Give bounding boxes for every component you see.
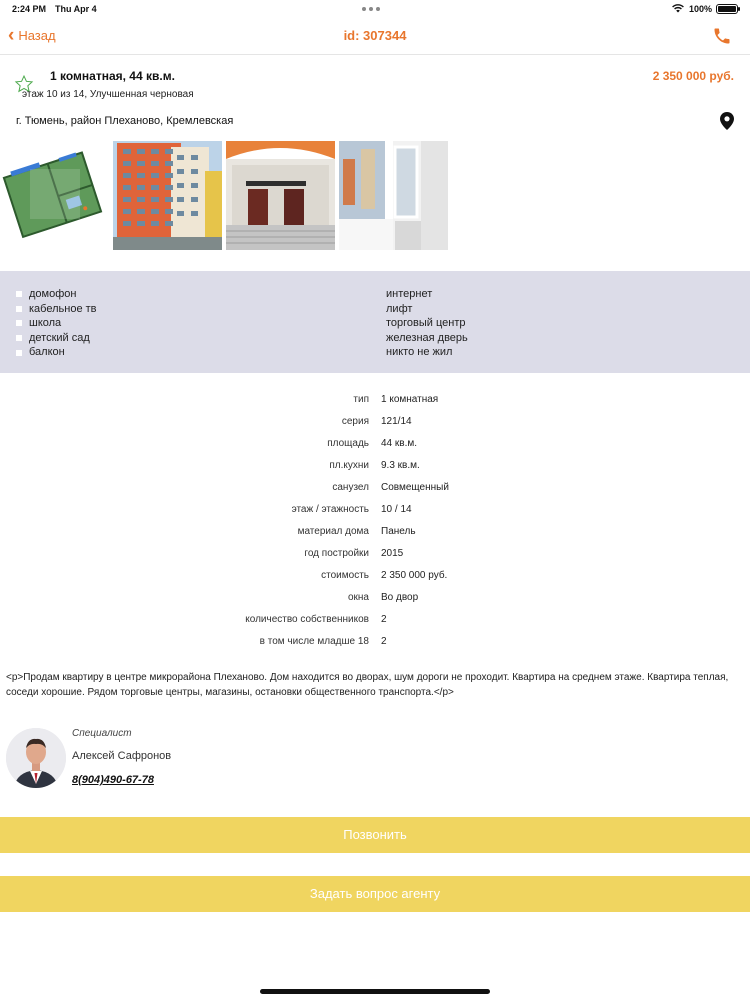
checkbox-icon (16, 291, 22, 297)
feature-item (386, 302, 468, 317)
feature-item (386, 345, 468, 360)
agent-name: Алексей Сафронов (72, 750, 172, 762)
spec-label: в том числе младше 18 (259, 636, 369, 647)
status-indicators (671, 3, 738, 15)
feature-label: кабельное тв (29, 302, 97, 315)
checkbox-icon (16, 306, 22, 312)
agent-role: Специалист (72, 728, 132, 739)
map-pin-icon[interactable] (720, 112, 734, 130)
spec-label: пл.кухни (329, 460, 369, 471)
listing-title: 1 комнатная, 44 кв.м. (50, 69, 175, 83)
ask-agent-button[interactable]: Задать вопрос агенту (0, 876, 750, 912)
listing-address: г. Тюмень, район Плеханово, Кремлевская (16, 115, 234, 127)
feature-item (386, 316, 468, 331)
chevron-left-icon: ‹ (8, 25, 15, 46)
back-label: Назад (18, 28, 56, 43)
spec-value: 2 350 000 руб. (381, 570, 448, 581)
spec-label: этаж / этажность (291, 504, 369, 515)
specs-table (0, 389, 750, 653)
spec-row (0, 587, 750, 609)
spec-row (0, 433, 750, 455)
spec-value: 10 / 14 (381, 504, 412, 515)
features-left-column (16, 287, 97, 360)
checkbox-icon (16, 350, 22, 356)
call-button[interactable]: Позвонить (0, 817, 750, 853)
listing-subtitle: этаж 10 из 14, Улучшенная черновая (22, 89, 194, 100)
spec-label: материал дома (297, 526, 369, 537)
feature-item (16, 331, 97, 346)
spec-label: серия (341, 416, 369, 427)
listing-description: <p>Продам квартиру в центре микрорайона Плеханово. Дом находится во дворах, шум дороги не проходит. Квартира на среднем этаже. Квартира теплая, соседи хорошие. Рядом торговые центры, магазины, остановки общественного транспорта.</p> (6, 672, 729, 698)
spec-row (0, 411, 750, 433)
spec-row (0, 477, 750, 499)
agent-phone-link[interactable]: 8(904)490-67-78 (72, 774, 154, 786)
features-right-column (386, 287, 468, 360)
photo-balcony[interactable] (339, 141, 448, 250)
feature-label: никто не жил (386, 346, 453, 359)
feature-item (16, 302, 97, 317)
spec-value: 2 (381, 636, 387, 647)
feature-item (16, 316, 97, 331)
feature-label: интернет (386, 288, 433, 300)
spec-row (0, 631, 750, 653)
features-panel (0, 271, 750, 373)
feature-item (386, 331, 468, 346)
avatar (6, 728, 66, 788)
photo-floor-plan[interactable] (0, 141, 109, 250)
feature-label: домофон (29, 288, 77, 300)
feature-label: лифт (386, 302, 413, 315)
status-bar (0, 0, 750, 18)
spec-value: 121/14 (381, 416, 412, 427)
spec-value: 2 (381, 614, 387, 625)
battery-level (718, 6, 736, 12)
checkbox-icon (16, 320, 22, 326)
page-title: id: 307344 (343, 28, 407, 43)
spec-label: окна (347, 592, 369, 603)
spec-value: Панель (381, 526, 416, 537)
spec-value: Во двор (381, 592, 419, 603)
feature-item (16, 287, 97, 302)
feature-item (16, 345, 97, 360)
feature-label: торговый центр (386, 317, 466, 330)
photo-building-exterior[interactable] (113, 141, 222, 250)
feature-label: школа (29, 317, 62, 330)
status-date: Thu Apr 4 (55, 4, 97, 14)
photo-entrance[interactable] (226, 141, 335, 250)
spec-label: количество собственников (245, 614, 369, 625)
nav-bar (0, 18, 750, 55)
spec-label: санузел (332, 482, 369, 493)
spec-value: 1 комнатная (381, 394, 439, 405)
battery-percent: 100% (688, 4, 712, 14)
spec-row (0, 565, 750, 587)
phone-icon[interactable] (712, 26, 732, 46)
checkbox-icon (16, 335, 22, 341)
spec-row (0, 609, 750, 631)
spec-label: год постройки (304, 548, 369, 559)
feature-label: детский сад (29, 331, 90, 344)
spec-row (0, 389, 750, 411)
status-time: 2:24 PM (12, 4, 47, 14)
spec-row (0, 499, 750, 521)
feature-label: балкон (29, 346, 65, 359)
spec-row (0, 543, 750, 565)
feature-item (386, 287, 468, 302)
spec-row (0, 521, 750, 543)
spec-row (0, 455, 750, 477)
multitasking-dots (362, 7, 380, 11)
listing-price: 2 350 000 руб. (652, 69, 734, 83)
battery-icon (716, 4, 738, 14)
spec-label: стоимость (321, 570, 369, 581)
spec-label: площадь (327, 438, 369, 449)
feature-label: железная дверь (386, 331, 468, 344)
signal-icon (671, 3, 685, 15)
spec-label: тип (353, 394, 369, 405)
spec-value: 2015 (381, 548, 404, 559)
spec-value: 44 кв.м. (381, 438, 418, 449)
spec-value: 9.3 кв.м. (381, 460, 420, 471)
home-indicator[interactable] (260, 989, 490, 994)
spec-value: Совмещенный (381, 482, 449, 493)
